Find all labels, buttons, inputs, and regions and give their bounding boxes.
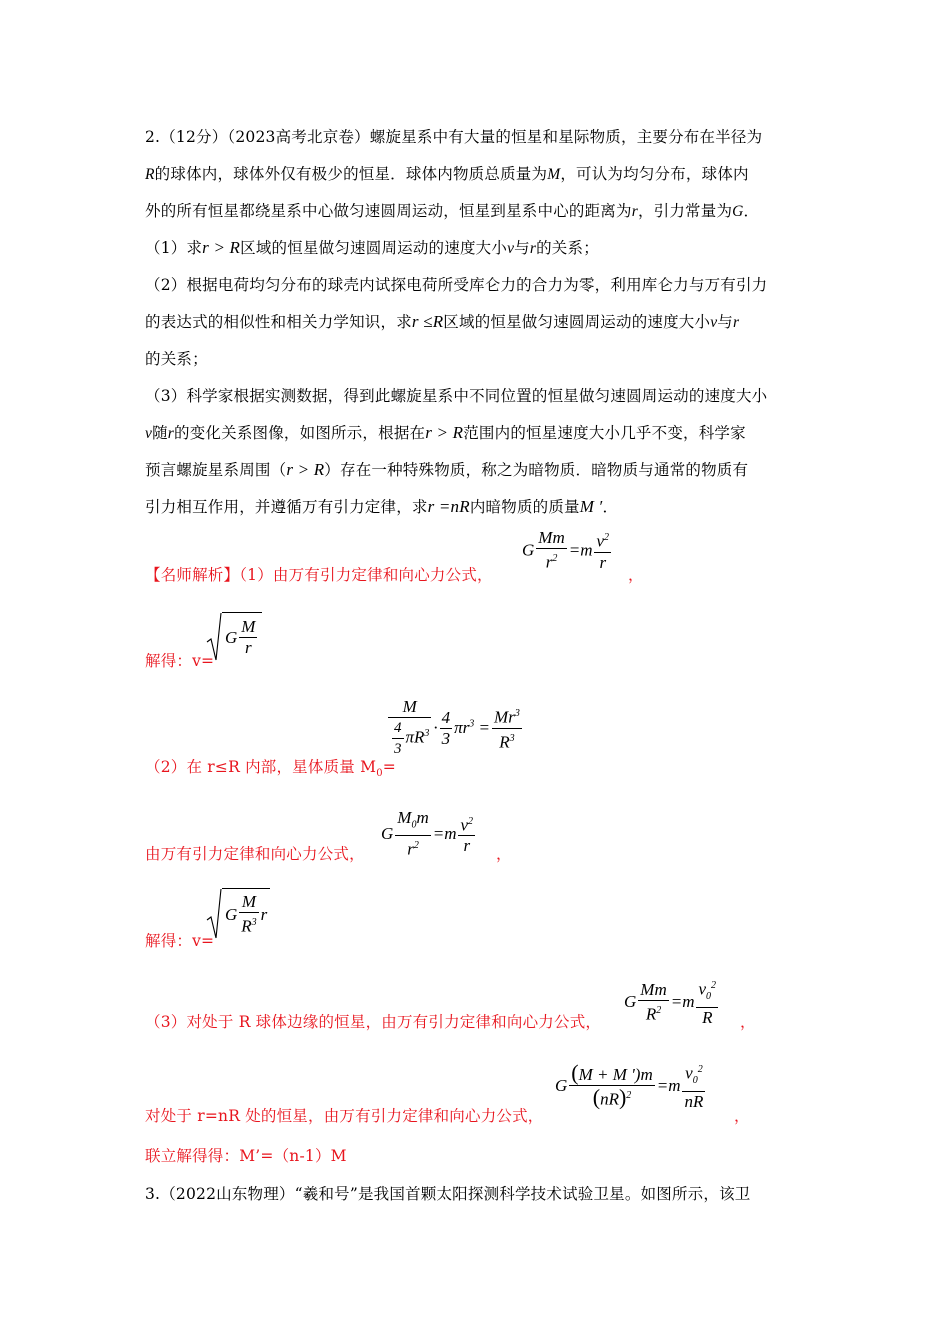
analysis-solution-2-label: 解得：v= <box>145 932 215 950</box>
q2-part-2-line-3: 的关系； <box>145 350 208 368</box>
q2-part-3-line-2: v随r的变化关系图像，如图所示，根据在r > R范围内的恒星速度大小几乎不变，科学家 <box>145 423 746 442</box>
q2-part-2-line-2: 的表达式的相似性和相关力学知识，求r ≤R区域的恒星做匀速圆周运动的速度大小v与r <box>145 312 740 331</box>
comma: ， <box>496 845 512 863</box>
formula-v-sqrt-GM-over-r: G $\frac{M}{r}$ <box>206 612 262 662</box>
formula-v-sqrt-GM-over-R3-r: G $\frac{M}{R^3}$ r <box>206 888 270 940</box>
q2-part-3-line-4: 引力相互作用，并遵循万有引力定律，求r =nR内暗物质的质量M ′． <box>145 497 619 516</box>
formula-gravity-inner: G $\frac{M_0m}{r^2}$ =m $\frac{v^2}{r}$ <box>381 808 474 860</box>
q3-line-1: 3.（2022山东物理）“羲和号”是我国首颗太阳探测科学技术试验卫星。如图所示，该卫 <box>145 1185 751 1203</box>
comma: ， <box>628 566 644 584</box>
comma: ， <box>740 1013 756 1031</box>
q2-part-3-line-1: （3）科学家根据实测数据，得到此螺旋星系中不同位置的恒星做匀速圆周运动的速度大小 <box>145 387 768 405</box>
analysis-result: 联立解得得：M’=（n-1）M <box>145 1147 347 1165</box>
q2-part-3-line-3: 预言螺旋星系周围（r > R）存在一种特殊物质，称之为暗物质．暗物质与通常的物质有 <box>145 460 749 479</box>
formula-gravity-centripetal: G $\frac{Mm}{r^2}$ =m $\frac{v^2}{r}$ <box>522 528 610 572</box>
analysis-step-2-law: 由万有引力定律和向心力公式， <box>145 845 365 863</box>
analysis-step-2: （2）在 r≤R 内部，星体质量 $M_0=$ <box>145 758 396 780</box>
analysis-step-3-nR: 对处于 r=nR 处的恒星，由万有引力定律和向心力公式， <box>145 1107 544 1125</box>
comma: ， <box>734 1107 750 1125</box>
analysis-step-1: 【名师解析】（1）由万有引力定律和向心力公式， <box>145 566 493 584</box>
formula-gravity-dark-matter: G $\frac{(M + M ')m}{(nR)^2}$ =m $\frac{v_0^2}{nR}$ <box>555 1059 704 1112</box>
q2-part-1: （1）求r > R区域的恒星做匀速圆周运动的速度大小v与r的关系； <box>145 238 599 257</box>
q2-line-2: R的球体内，球体外仅有极少的恒星．球体内物质总质量为M，可认为均匀分布，球体内 <box>145 165 749 183</box>
q2-part-2-line-1: （2）根据电荷均匀分布的球壳内试探电荷所受库仑力的合力为零，利用库仑力与万有引力 <box>145 276 768 294</box>
analysis-step-3: （3）对处于 R 球体边缘的恒星，由万有引力定律和向心力公式， <box>145 1013 602 1031</box>
analysis-solution-1-label: 解得：v= <box>145 652 215 670</box>
formula-gravity-edge: G $\frac{Mm}{R^2}$ =m $\frac{v_0^2}{R}$ <box>624 976 720 1028</box>
q2-line-3: 外的所有恒星都绕星系中心做匀速圆周运动，恒星到星系中心的距离为r，引力常量为G． <box>145 202 760 220</box>
formula-inner-mass: M $\frac{4}{3}$ $\pi R^3$ · $\frac{4}{3}$ $\pi r^3$ = $\frac{Mr^3}{R^3}$ <box>386 697 524 759</box>
q2-line-1: 2.（12分）（2023高考北京卷）螺旋星系中有大量的恒星和星际物质，主要分布在半径为 <box>145 128 763 146</box>
